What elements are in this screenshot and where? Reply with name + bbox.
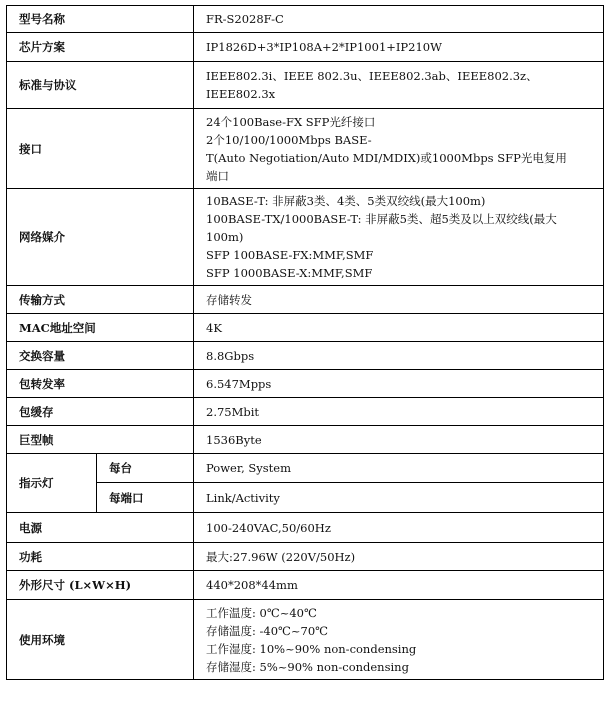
- switching-capacity-value: 8.8Gbps: [194, 342, 604, 370]
- packet-buffer-label: 包缓存: [7, 398, 194, 426]
- forwarding-rate-value: 6.547Mpps: [194, 370, 604, 398]
- mac-table-label: MAC地址空间: [7, 314, 194, 342]
- row-power: [7, 513, 604, 543]
- environment-line: 工作温度: 0℃~40℃: [206, 605, 317, 620]
- interfaces-line: 端口: [206, 168, 229, 183]
- transfer-mode-label: 传输方式: [7, 286, 194, 314]
- row-indicator-device: [7, 454, 604, 483]
- media-line: 100m): [206, 230, 244, 244]
- packet-buffer-value: 2.75Mbit: [194, 398, 604, 426]
- dimensions-label: 外形尺寸 (L×W×H): [7, 571, 194, 600]
- environment-line: 存储湿度: 5%~90% non-condensing: [206, 659, 409, 674]
- standards-value: [194, 62, 604, 109]
- interfaces-line: T(Auto Negotiation/Auto MDI/MDIX)或1000Mbps SFP光电复用: [206, 150, 567, 165]
- environment-value: [194, 600, 604, 680]
- environment-line: 工作湿度: 10%~90% non-condensing: [206, 641, 417, 656]
- chipset-value: IP1826D+3*IP108A+2*IP1001+IP210W: [194, 33, 604, 62]
- media-line: SFP 100BASE-FX:MMF,SMF: [206, 248, 374, 262]
- mac-table-value: 4K: [194, 314, 604, 342]
- row-mac-table: [7, 314, 604, 342]
- row-chipset: [7, 33, 604, 62]
- row-forwarding-rate: [7, 370, 604, 398]
- power-consumption-value: 最大:27.96W (220V/50Hz): [194, 543, 604, 571]
- row-environment: [7, 600, 604, 680]
- standards-line: IEEE802.3i、IEEE 802.3u、IEEE802.3ab、IEEE802.3z、: [206, 69, 538, 83]
- media-value: [194, 189, 604, 286]
- standards-label: 标准与协议: [7, 62, 194, 109]
- media-line: 10BASE-T: 非屏蔽3类、4类、5类双绞线(最大100m): [206, 194, 486, 208]
- model-label: 型号名称: [7, 6, 194, 33]
- row-transfer-mode: [7, 286, 604, 314]
- jumbo-frame-value: 1536Byte: [194, 426, 604, 454]
- row-switching-capacity: [7, 342, 604, 370]
- row-interfaces: [7, 109, 604, 189]
- row-dimensions: [7, 571, 604, 600]
- indicator-port-label: 每端口: [97, 483, 194, 513]
- interfaces-value: [194, 109, 604, 189]
- jumbo-frame-label: 巨型帧: [7, 426, 194, 454]
- model-value: FR-S2028F-C: [194, 6, 604, 33]
- row-power-consumption: [7, 543, 604, 571]
- forwarding-rate-label: 包转发率: [7, 370, 194, 398]
- media-label: 网络媒介: [7, 189, 194, 286]
- row-packet-buffer: [7, 398, 604, 426]
- power-consumption-label: 功耗: [7, 543, 194, 571]
- media-line: SFP 1000BASE-X:MMF,SMF: [206, 266, 373, 280]
- media-line: 100BASE-TX/1000BASE-T: 非屏蔽5类、超5类及以上双绞线(最大: [206, 212, 557, 226]
- interfaces-line: 24个100Base-FX SFP光纤接口: [206, 114, 376, 129]
- indicator-device-value: Power, System: [194, 454, 604, 483]
- power-value: 100-240VAC,50/60Hz: [194, 513, 604, 543]
- standards-line: IEEE802.3x: [206, 87, 276, 101]
- environment-label: 使用环境: [7, 600, 194, 680]
- row-jumbo-frame: [7, 426, 604, 454]
- transfer-mode-value: 存储转发: [194, 286, 604, 314]
- power-label: 电源: [7, 513, 194, 543]
- indicator-device-label: 每台: [97, 454, 194, 483]
- row-standards: [7, 62, 604, 109]
- row-indicator-port: [7, 483, 604, 513]
- dimensions-value: 440*208*44mm: [194, 571, 604, 600]
- environment-line: 存储温度: -40℃~70℃: [206, 623, 329, 638]
- indicator-label: 指示灯: [7, 454, 97, 513]
- interfaces-label: 接口: [7, 109, 194, 189]
- chipset-label: 芯片方案: [7, 33, 194, 62]
- indicator-port-value: Link/Activity: [194, 483, 604, 513]
- spec-table: [6, 5, 604, 680]
- row-media: [7, 189, 604, 286]
- interfaces-line: 2个10/100/1000Mbps BASE-: [206, 132, 372, 147]
- switching-capacity-label: 交换容量: [7, 342, 194, 370]
- row-model: [7, 6, 604, 33]
